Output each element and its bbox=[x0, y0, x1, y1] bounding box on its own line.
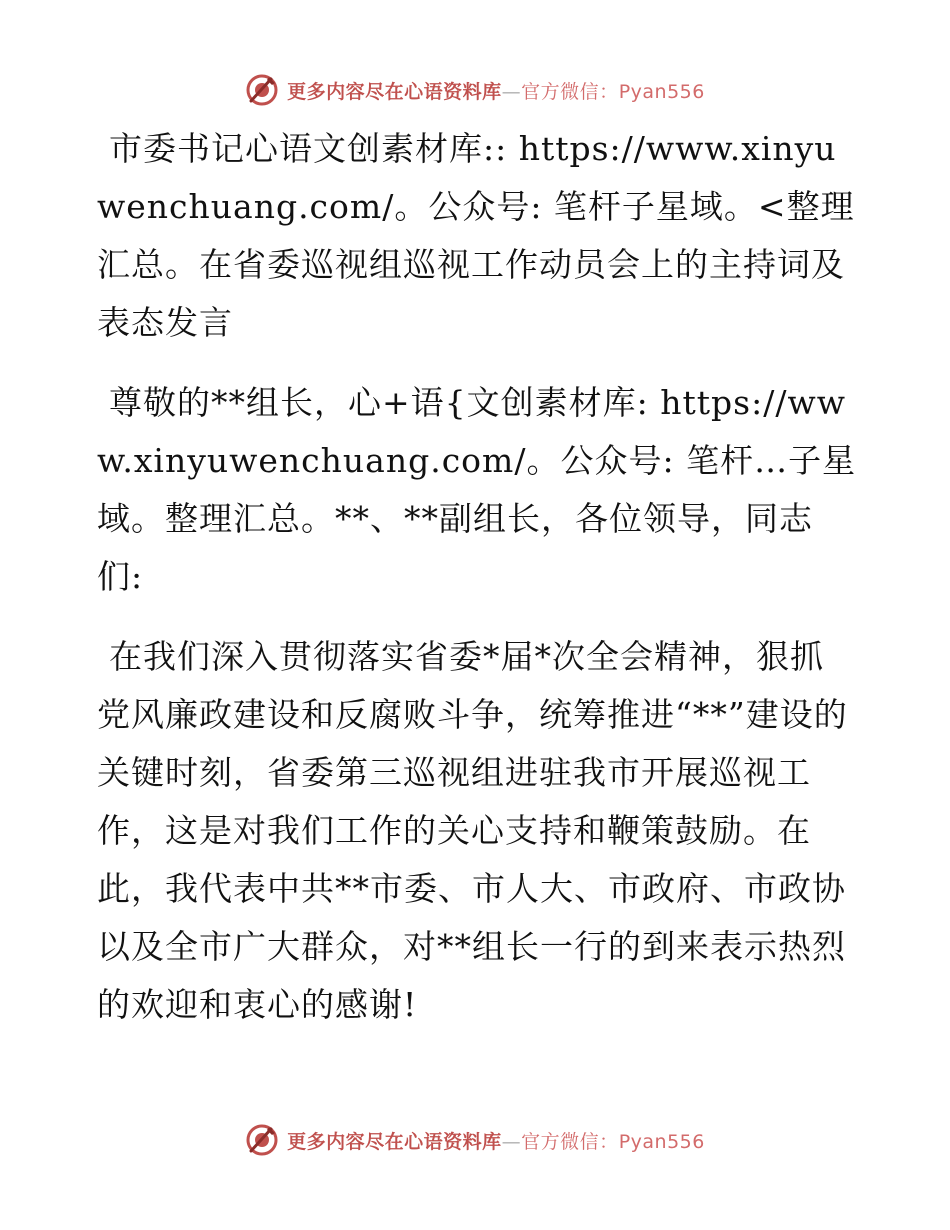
paragraph-text: 市委书记心语文创素材库:: https://www.xinyuwenchuang.com/。公众号: 笔杆子星域。<整理汇总。在省委巡视组巡视工作动员会上的主持词及表态发言 bbox=[97, 129, 855, 342]
paragraph-body bbox=[97, 628, 857, 1034]
wechat-id: Pyan556 bbox=[618, 80, 705, 103]
seal-pen-icon bbox=[245, 73, 279, 107]
brand-text: 更多内容尽在心语资料库 bbox=[287, 80, 502, 103]
footer-banner-text bbox=[287, 1127, 705, 1154]
document-body bbox=[97, 120, 857, 1056]
wechat-id: Pyan556 bbox=[618, 1130, 705, 1153]
wechat-label: 官方微信： bbox=[521, 1130, 619, 1153]
paragraph-title bbox=[97, 120, 857, 352]
banner-dash: — bbox=[501, 1130, 522, 1153]
paragraph-salutation bbox=[97, 374, 857, 606]
seal-pen-icon bbox=[245, 1123, 279, 1157]
brand-text: 更多内容尽在心语资料库 bbox=[287, 1130, 502, 1153]
paragraph-text: 尊敬的**组长，心+语{文创素材库: https://www.xinyuwenchuang.com/。公众号: 笔杆…子星域。整理汇总。**、**副组长，各位领导，同志们: bbox=[97, 383, 857, 596]
paragraph-text: 在我们深入贯彻落实省委*届*次全会精神，狠抓党风廉政建设和反腐败斗争，统筹推进“**”建设的关键时刻，省委第三巡视组进驻我市开展巡视工作，这是对我们工作的关心支持和鞭策鼓励。在此，我代表中共**市委、市人大、市政府、市政协以及全市广大群众，对**组长一行的到来表示热烈的欢迎和衷心的感谢! bbox=[97, 637, 848, 1024]
footer-banner bbox=[0, 1120, 950, 1160]
header-banner bbox=[0, 70, 950, 110]
wechat-label: 官方微信： bbox=[521, 80, 619, 103]
header-banner-text bbox=[287, 77, 705, 104]
banner-dash: — bbox=[501, 80, 522, 103]
